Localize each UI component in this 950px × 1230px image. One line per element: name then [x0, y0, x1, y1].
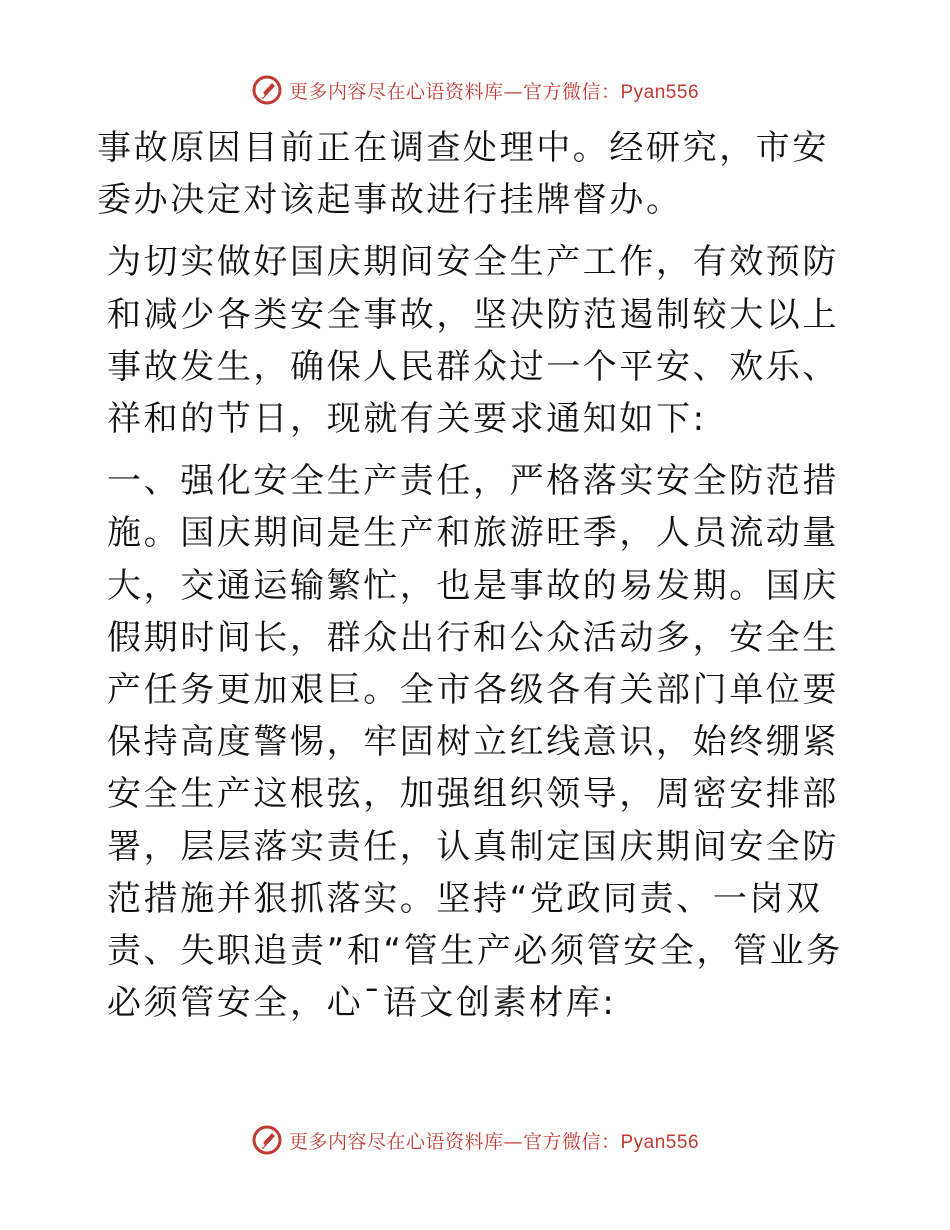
header-watermark — [0, 70, 950, 110]
pen-seal-logo-icon — [251, 1124, 283, 1156]
paragraph-1: 事故原因目前正在调查处理中。经研究，市安委办决定对该起事故进行挂牌督办。 — [97, 128, 829, 221]
watermark-text: 更多内容尽在心语资料库—官方微信：Pyan556 — [288, 80, 700, 103]
document-body — [97, 122, 857, 1029]
paragraph-2: 为切实做好国庆期间安全生产工作，有效预防和减少各类安全事故，坚决防范遏制较大以上事故发生，确保人民群众过一个平安、欢乐、祥和的节日，现就有关要求通知如下: — [107, 242, 839, 440]
footer-watermark — [0, 1120, 950, 1160]
pen-seal-logo-icon — [251, 74, 283, 106]
watermark-text: 更多内容尽在心语资料库—官方微信：Pyan556 — [288, 1130, 700, 1153]
paragraph-3: 一、强化安全生产责任，严格落实安全防范措施。国庆期间是生产和旅游旺季，人员流动量大，交通运输繁忙，也是事故的易发期。国庆假期时间长，群众出行和公众活动多，安全生产任务更加艰巨。全市各级各有关部门单位要保持高度警惕，牢固树立红线意识，始终绷紧安全生产这根弦，加强组织领导，周密安排部署，层层落实责任，认真制定国庆期间安全防范措施并狠抓落实。坚持“党政同责、一岗双责、失职追责”和“管生产必须管安全，管业务必须管安全，心¯语文创素材库: — [107, 461, 843, 1024]
